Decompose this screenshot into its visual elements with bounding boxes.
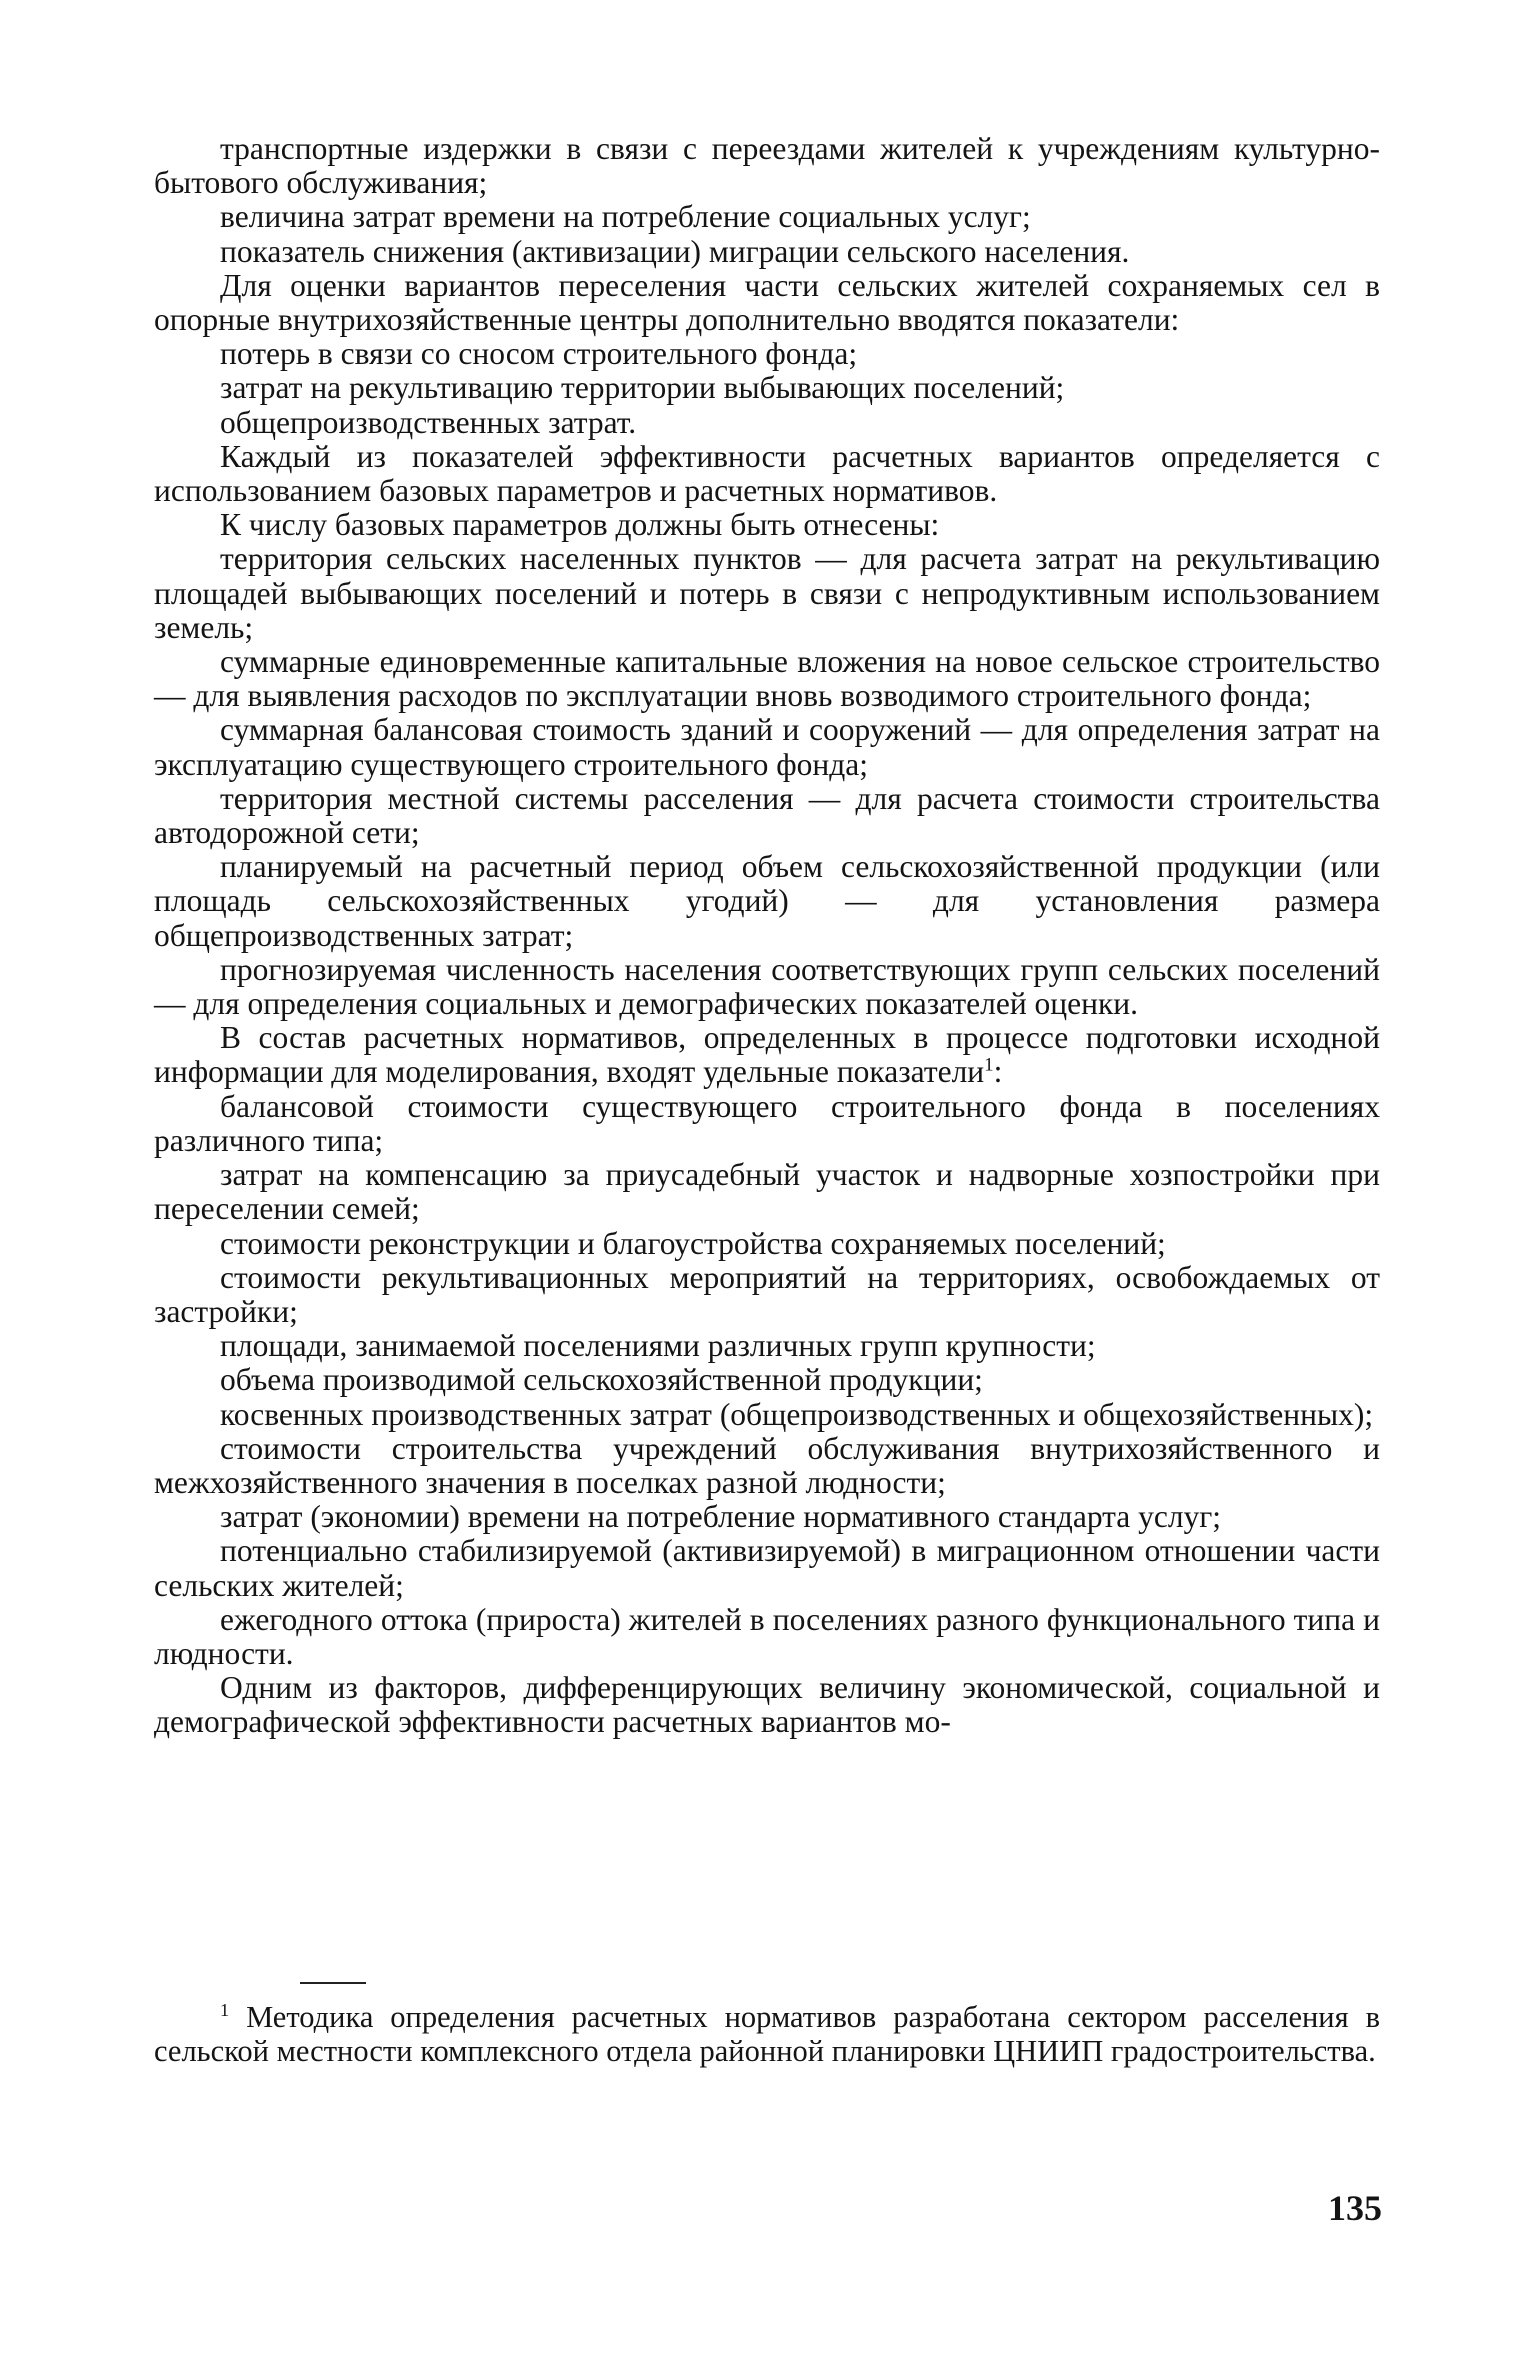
paragraph: общепроизводственных затрат.	[220, 404, 637, 440]
norms-intro-colon: :	[993, 1054, 1003, 1090]
paragraph: стоимости реконструкции и благоустройства сохраняемых поселений;	[220, 1225, 1166, 1261]
paragraph: суммарная балансовая стоимость зданий и сооружений — для определения затрат на эксплуатацию существующего строительного фонда;	[154, 712, 1380, 782]
paragraph: Одним из факторов, дифференцирующих величину экономической, социальной и демографической эффективности расчетных вариантов мо-	[154, 1670, 1380, 1740]
paragraph: объема производимой сельскохозяйственной продукции;	[220, 1362, 983, 1398]
norms-intro-paragraph	[154, 1021, 1380, 1089]
paragraph: суммарные единовременные капитальные вложения на новое сельское строительство — для выявления расходов по эксплуатации вновь возводимого строительного фонда;	[154, 644, 1380, 714]
footnote	[154, 2000, 1380, 2068]
main-text	[154, 132, 1380, 1740]
paragraph: потенциально стабилизируемой (активизируемой) в миграционном отношении части сельских жителей;	[154, 1533, 1380, 1603]
footnote-paragraph	[154, 2000, 1380, 2068]
paragraph: ежегодного оттока (прироста) жителей в поселениях разного функционального типа и людности.	[154, 1601, 1380, 1671]
footnote-text: Методика определения расчетных нормативов разработана сектором расселения в сельской местности комплексного отдела районной планировки ЦНИИП градостроительства.	[154, 2000, 1380, 2068]
paragraph: затрат на компенсацию за приусадебный участок и надворные хозпостройки при переселении семей;	[154, 1157, 1380, 1227]
paragraph: стоимости рекультивационных мероприятий на территориях, освобождаемых от застройки;	[154, 1259, 1380, 1329]
paragraph: косвенных производственных затрат (общепроизводственных и общехозяйственных);	[220, 1396, 1374, 1432]
footnote-divider	[300, 1982, 366, 1984]
paragraph: территория сельских населенных пунктов — для расчета затрат на рекультивацию площадей выбывающих поселений и потерь в связи с непродуктивным использованием земель;	[154, 541, 1380, 645]
page-number: 135	[1328, 2188, 1382, 2228]
paragraph: величина затрат времени на потребление социальных услуг;	[220, 199, 1031, 235]
paragraph: затрат на рекультивацию территории выбывающих поселений;	[220, 370, 1065, 406]
paragraph: транспортные издержки в связи с переездами жителей к учреждениям культурно-бытового обслуживания;	[154, 131, 1380, 201]
paragraph: потерь в связи со сносом строительного фонда;	[220, 336, 858, 372]
paragraph: планируемый на расчетный период объем сельскохозяйственной продукции (или площадь сельскохозяйственных угодий) — для установления размера общепроизводственных затрат;	[154, 849, 1380, 953]
paragraph: затрат (экономии) времени на потребление нормативного стандарта услуг;	[220, 1499, 1222, 1535]
paragraph: площади, занимаемой поселениями различных групп крупности;	[220, 1328, 1096, 1364]
paragraph: К числу базовых параметров должны быть отнесены:	[220, 507, 940, 543]
paragraph: Для оценки вариантов переселения части сельских жителей сохраняемых сел в опорные внутрихозяйственные центры дополнительно вводятся показатели:	[154, 267, 1380, 338]
footnote-reference[interactable]: 1	[984, 1054, 994, 1076]
paragraph: балансовой стоимости существующего строительного фонда в поселениях различного типа;	[154, 1088, 1380, 1158]
paragraph: прогнозируемая численность населения соответствующих групп сельских поселений — для определения социальных и демографических показателей оценки.	[154, 951, 1380, 1022]
paragraph: показатель снижения (активизации) миграции сельского населения.	[220, 233, 1130, 269]
footnote-marker: 1	[220, 1999, 230, 2020]
page-content	[154, 132, 1380, 1740]
paragraph: территория местной системы расселения — для расчета стоимости строительства автодорожной сети;	[154, 780, 1380, 851]
paragraph: стоимости строительства учреждений обслуживания внутрихозяйственного и межхозяйственного значения в поселках разной людности;	[154, 1430, 1380, 1500]
paragraph: Каждый из показателей эффективности расчетных вариантов определяется с использованием базовых параметров и расчетных нормативов.	[154, 438, 1380, 509]
norms-intro-text: В состав расчетных нормативов, определенных в процессе подготовки исходной информации для моделирования, входят удельные показатели	[154, 1020, 1380, 1090]
